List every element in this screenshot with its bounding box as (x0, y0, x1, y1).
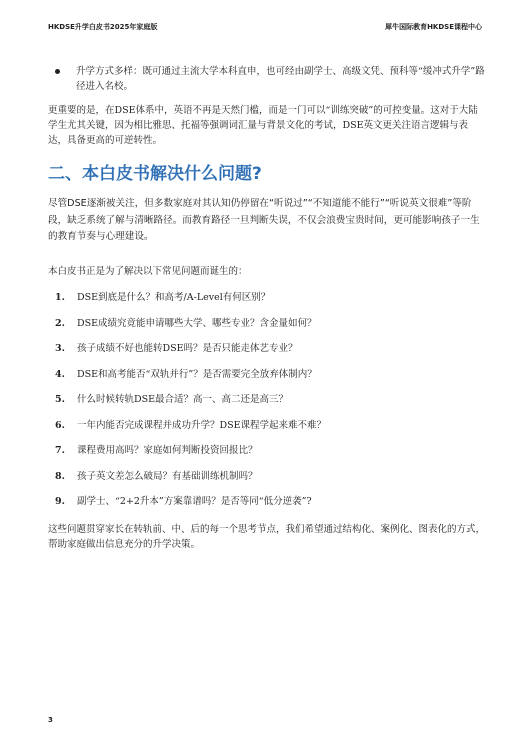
bullet-dot-icon (55, 69, 60, 74)
list-item (55, 316, 485, 342)
list-item (55, 418, 485, 444)
question-list (55, 290, 485, 520)
intro-paragraph: 更重要的是，在DSE体系中，英语不再是天然门槛，而是一门可以“训练突破”的可控变量。这对于大陆学生尤其关键，因为相比雅思、托福等强调词汇量与背景文化的考试，DSE英文更关注语言逻辑与表达，具备更高的可逆转性。 (48, 105, 478, 146)
closing-paragraph: 这些问题贯穿家长在转轨前、中、后的每一个思考节点，我们希望通过结构化、案例化、图表化的方式，帮助家庭做出信息充分的升学决策。 (48, 524, 486, 550)
question-text: 副学士、“2+2升本”方案靠谱吗？是否等同“低分逆袭”? (77, 496, 312, 507)
question-text: 一年内能否完成课程并成功升学？DSE课程学起来难不难？ (77, 419, 327, 431)
question-number: 6. (55, 419, 65, 431)
bullet-text: 升学方式多样：既可通过主流大学本科直申，也可经由副学士、高级文凭、预科等“缓冲式升学”路径进入名校。 (76, 66, 485, 92)
question-number: 9. (55, 496, 65, 507)
question-number: 7. (55, 445, 65, 456)
page-header (48, 22, 482, 32)
question-text: DSE和高考能否“双轨并行”？是否需要完全放弃体制内？ (77, 368, 317, 380)
question-number: 8. (55, 470, 65, 482)
lead-in-text: 本白皮书正是为了解决以下常见问题而诞生的： (48, 266, 248, 277)
question-number: 2. (55, 317, 65, 329)
section-title: 二、本白皮书解决什么问题? (48, 164, 262, 184)
question-text: DSE到底是什么？和高考/A-Level有何区别？ (77, 292, 271, 303)
bullet-item (55, 64, 485, 94)
page-number: 3 (48, 716, 53, 724)
list-item (55, 494, 485, 520)
list-item (55, 443, 485, 469)
header-document-title: HKDSE升学白皮书2025年家庭版 (48, 23, 158, 31)
problem-paragraph: 尽管DSE逐渐被关注，但多数家庭对其认知仍停留在“听说过”“不知道能不能行”“听说英文很难”等阶段，缺乏系统了解与清晰路径。而教育路径一旦判断失误，不仅会浪费宝贵时间，更可能影响孩子一生的教育节奏与心理建设。 (48, 198, 480, 242)
question-number: 3. (55, 343, 65, 354)
header-organization: 犀牛国际教育HKDSE课程中心 (385, 23, 482, 31)
question-text: 课程费用高吗？家庭如何判断投资回报比？ (77, 445, 258, 456)
question-number: 1. (55, 292, 65, 303)
question-text: 孩子成绩不好也能转DSE吗？是否只能走体艺专业？ (77, 343, 298, 354)
question-number: 5. (55, 394, 65, 405)
list-item (55, 341, 485, 367)
question-text: 什么时候转轨DSE最合适？高一、高二还是高三？ (77, 394, 289, 405)
question-number: 4. (55, 368, 65, 380)
question-text: 孩子英文差怎么破局？有基础训练机制吗？ (77, 470, 258, 482)
list-item (55, 469, 485, 495)
question-text: DSE成绩究竟能申请哪些大学、哪些专业？含金量如何？ (77, 317, 317, 329)
list-item (55, 290, 485, 316)
list-item (55, 392, 485, 418)
list-item (55, 367, 485, 393)
